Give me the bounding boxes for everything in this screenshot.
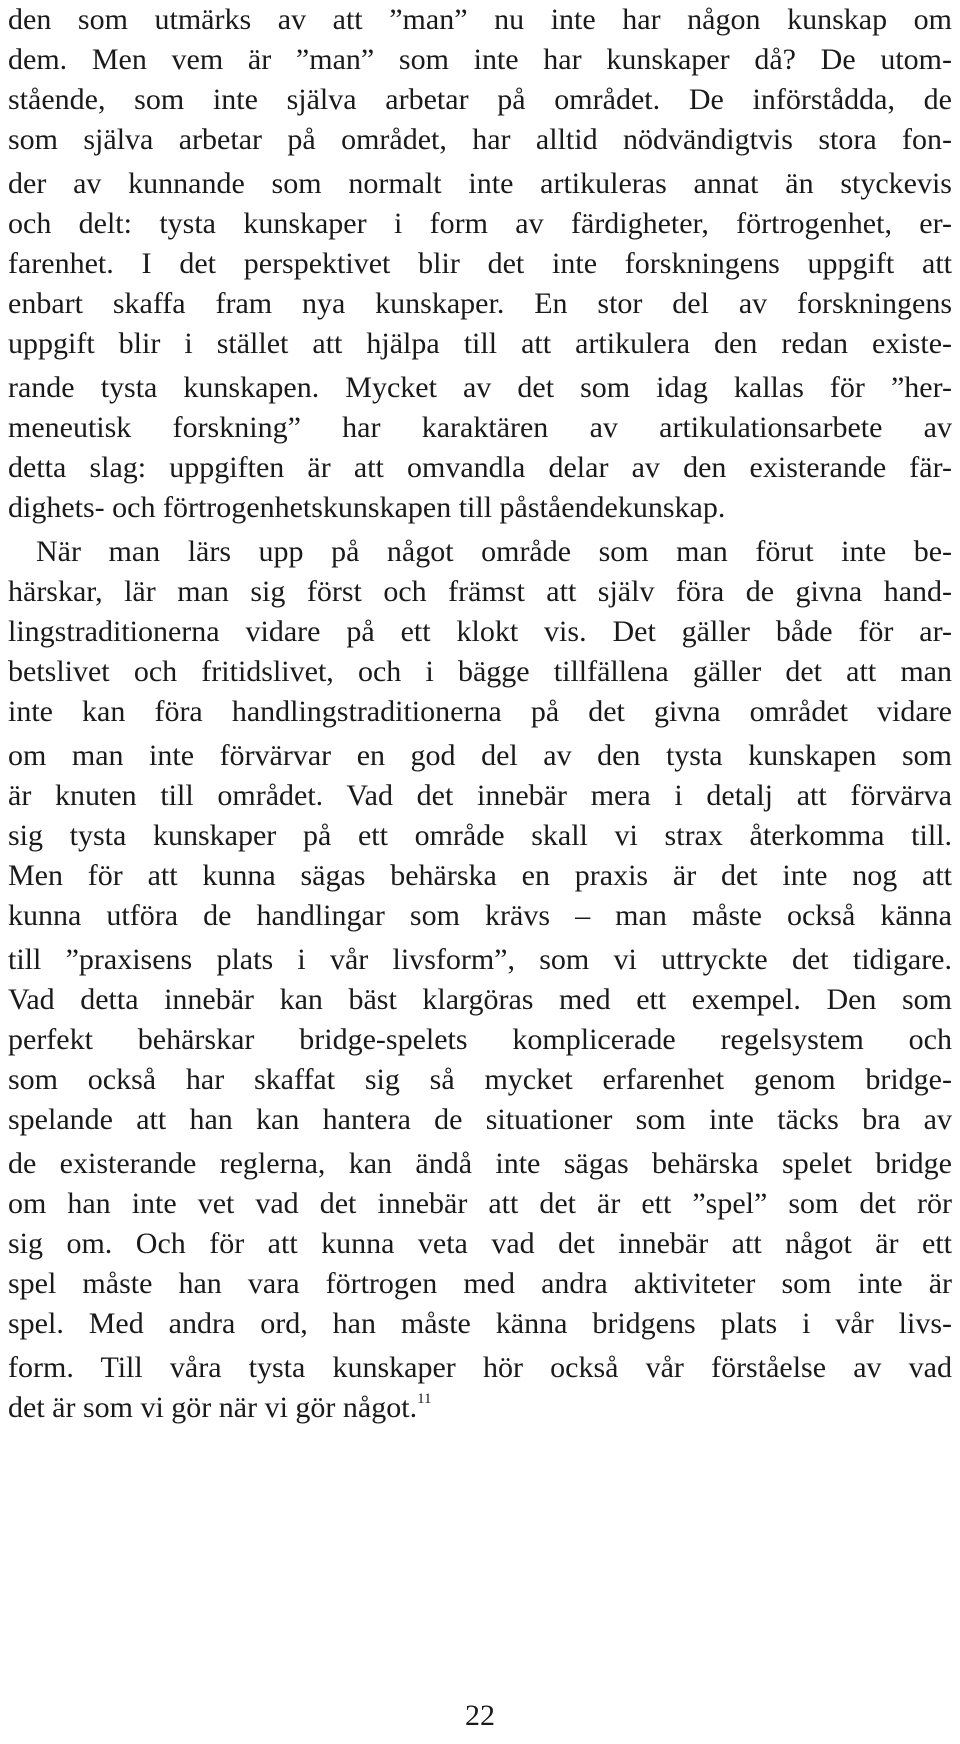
text-line: om han inte vet vad det innebär att det är ett ”spel” som det rör: [8, 1187, 952, 1220]
text-line: de existerande reglerna, kan ändå inte sägas behärska spelet bridge: [8, 1147, 952, 1180]
text-line-final-text: det är som vi gör när vi gör något.: [8, 1391, 418, 1424]
text-line: Vad detta innebär kan bäst klargöras med ett exempel. Den som: [8, 983, 952, 1016]
text-line: farenhet. I det perspektivet blir det inte forskningens uppgift att: [8, 247, 952, 280]
text-line: Men för att kunna sägas behärska en praxis är det inte nog att: [8, 859, 952, 892]
text-line: är knuten till området. Vad det innebär mera i detalj att förvärva: [8, 779, 952, 812]
text-line: detta slag: uppgiften är att omvandla delar av den existerande fär-: [8, 451, 952, 484]
text-line: sig om. Och för att kunna veta vad det innebär att något är ett: [8, 1227, 952, 1260]
text-line: rande tysta kunskapen. Mycket av det som idag kallas för ”her-: [8, 371, 952, 404]
text-line: kunna utföra de handlingar som krävs – man måste också känna: [8, 899, 952, 932]
text-line: som också har skaffat sig så mycket erfarenhet genom bridge-: [8, 1063, 952, 1096]
text-line: spel. Med andra ord, han måste känna bridgens plats i vår livs-: [8, 1307, 952, 1340]
text-line: meneutisk forskning” har karaktären av artikulationsarbete av: [8, 411, 952, 444]
text-line: dighets- och förtrogenhetskunskapen till påståendekunskap.: [8, 491, 726, 524]
text-line: inte kan föra handlingstraditionerna på det givna området vidare: [8, 695, 952, 728]
text-line: uppgift blir i stället att hjälpa till att artikulera den redan existe-: [8, 327, 952, 360]
text-line: som själva arbetar på området, har alltid nödvändigtvis stora fon-: [8, 123, 952, 156]
text-line: stående, som inte själva arbetar på området. De införstådda, de: [8, 83, 952, 116]
text-line: spelande att han kan hantera de situationer som inte täcks bra av: [8, 1103, 952, 1136]
text-line: härskar, lär man sig först och främst att själv föra de givna hand-: [8, 575, 952, 608]
text-line: spel måste han vara förtrogen med andra aktiviteter som inte är: [8, 1267, 952, 1300]
text-line: perfekt behärskar bridge-spelets komplicerade regelsystem och: [8, 1023, 952, 1056]
text-line: dem. Men vem är ”man” som inte har kunskaper då? De utom-: [8, 43, 952, 76]
text-line: betslivet och fritidslivet, och i bägge tillfällena gäller det att man: [8, 655, 952, 688]
text-line: till ”praxisens plats i vår livsform”, som vi uttryckte det tidigare.: [8, 943, 952, 976]
text-line: lingstraditionerna vidare på ett klokt vis. Det gäller både för ar-: [8, 615, 952, 648]
text-line: om man inte förvärvar en god del av den tysta kunskapen som: [8, 739, 952, 772]
text-line: När man lärs upp på något område som man förut inte be-: [36, 535, 952, 568]
text-line-final: [8, 1388, 952, 1428]
text-line: enbart skaffa fram nya kunskaper. En stor del av forskningens: [8, 287, 952, 320]
page-number: 22: [465, 1699, 495, 1732]
text-line: form. Till våra tysta kunskaper hör också vår förståelse av vad: [8, 1351, 952, 1384]
text-line: der av kunnande som normalt inte artikuleras annat än styckevis: [8, 167, 952, 200]
footnote-marker[interactable]: 11: [417, 1391, 432, 1407]
text-line: och delt: tysta kunskaper i form av färdigheter, förtrogenhet, er-: [8, 207, 952, 240]
text-line: den som utmärks av att ”man” nu inte har någon kunskap om: [8, 3, 952, 36]
text-line: sig tysta kunskaper på ett område skall vi strax återkomma till.: [8, 819, 952, 852]
